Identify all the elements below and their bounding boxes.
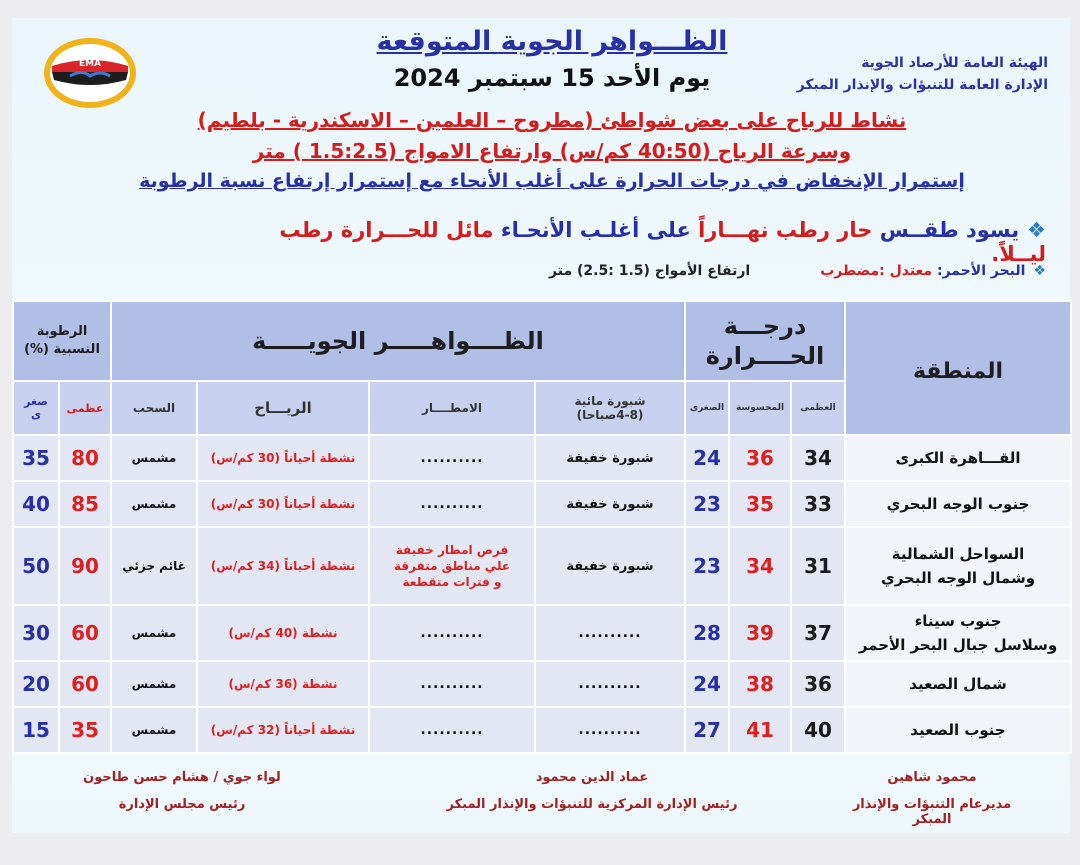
signature-forecast-director: [832, 770, 1032, 827]
temp-min-value: 24: [685, 435, 729, 481]
temp-min-value: 23: [685, 527, 729, 605]
humidity-min-value: 30: [13, 605, 59, 661]
table-row: [13, 661, 1071, 707]
fog-value: ..........: [535, 605, 685, 661]
temp-feels-value: 34: [729, 527, 791, 605]
table-row: [13, 435, 1071, 481]
svg-text:EMA: EMA: [78, 59, 102, 69]
diamond-bullet-icon: ❖: [1027, 218, 1046, 242]
temp-feels-value: 38: [729, 661, 791, 707]
rain-value: ..........: [369, 481, 535, 527]
humidity-min-value: 15: [13, 707, 59, 753]
fog-value: شبورة خفيفة: [535, 527, 685, 605]
temp-max-value: 40: [791, 707, 845, 753]
wind-value: نشطة (36 كم/س): [197, 661, 369, 707]
signature-name: محمود شاهين: [887, 770, 977, 785]
agency-line-1: الهيئة العامة للأرصاد الجوية: [861, 55, 1048, 71]
table-row: [13, 707, 1071, 753]
temp-feels-header: المحسوسة: [729, 381, 791, 435]
humidity-max-value: 60: [59, 605, 111, 661]
temp-max-value: 34: [791, 435, 845, 481]
table-row: [13, 605, 1071, 661]
humidity-min-header: صغر ى: [13, 381, 59, 435]
wind-value: نشطة (40 كم/س): [197, 605, 369, 661]
region-name: القـــاهرة الكبرى: [845, 435, 1071, 481]
temperature-trend-line: إستمرار الإنخفاض في درجات الحرارة على أغلب الأنحاء مع إستمرار إرتفاع نسبة الرطوبة: [139, 170, 965, 192]
temp-max-value: 33: [791, 481, 845, 527]
rain-value: ..........: [369, 661, 535, 707]
signature-title: مديرعام التنبؤات والإنذار المبكر: [852, 797, 1012, 827]
temperature-header: درجـــة الحــــرارة: [685, 301, 845, 381]
temp-max-value: 31: [791, 527, 845, 605]
table-row: [13, 527, 1071, 605]
humidity-min-value: 35: [13, 435, 59, 481]
region-name: السواحل الشمالية وشمال الوجه البحري: [845, 527, 1071, 605]
temp-min-value: 27: [685, 707, 729, 753]
fog-value: ..........: [535, 661, 685, 707]
red-sea-summary: ❖البحر الأحمر: معتدل :مضطربارتفاع الأمواج (1.5 :2.5) متر: [549, 263, 1046, 279]
rain-header: الامطــــار: [369, 381, 535, 435]
rain-value: فرص امطار خفيفة علي مناطق متفرقة و فترات متقطعة: [369, 527, 535, 605]
bulletin-title: الظـــواهر الجوية المتوقعة: [376, 26, 728, 57]
wind-value: نشطة أحياناً (34 كم/س): [197, 527, 369, 605]
wind-alert-line: نشاط للرياح على بعض شواطئ (مطروح – العلمين – الاسكندرية - بلطيم): [197, 108, 907, 132]
temp-min-value: 23: [685, 481, 729, 527]
fog-value: شبورة خفيفة: [535, 435, 685, 481]
signature-name: لواء جوي / هشام حسن طاحون: [83, 770, 281, 785]
cloud-header: السحب: [111, 381, 197, 435]
table-row: [13, 481, 1071, 527]
humidity-min-value: 50: [13, 527, 59, 605]
rain-value: ..........: [369, 605, 535, 661]
humidity-min-value: 20: [13, 661, 59, 707]
fog-value: شبورة خفيفة: [535, 481, 685, 527]
diamond-bullet-icon: ❖: [1033, 263, 1046, 279]
forecast-table: [12, 300, 1072, 754]
humidity-max-value: 85: [59, 481, 111, 527]
wind-header: الريـــاح: [197, 381, 369, 435]
temp-feels-value: 35: [729, 481, 791, 527]
agency-name: [728, 52, 1048, 96]
signature-chairman: [62, 770, 302, 812]
temp-feels-value: 36: [729, 435, 791, 481]
fog-header: شبورة مائية (4-8صباحا): [535, 381, 685, 435]
wind-value: نشطة أحياناً (32 كم/س): [197, 707, 369, 753]
humidity-header: الرطوبة النسبية (%): [13, 301, 111, 381]
temp-max-value: 36: [791, 661, 845, 707]
signature-title: رئيس مجلس الإدارة: [118, 797, 246, 812]
phenomena-header: الظــــواهـــــر الجويـــــة: [111, 301, 685, 381]
region-header: المنطقة: [845, 301, 1071, 435]
wind-value: نشطة أحياناً (30 كم/س): [197, 481, 369, 527]
rain-value: ..........: [369, 707, 535, 753]
signature-central-director: [432, 770, 752, 812]
rain-value: ..........: [369, 435, 535, 481]
cloud-value: مشمس: [111, 435, 197, 481]
temp-min-value: 24: [685, 661, 729, 707]
wind-value: نشطة أحياناً (30 كم/س): [197, 435, 369, 481]
humidity-min-value: 40: [13, 481, 59, 527]
cloud-value: مشمس: [111, 481, 197, 527]
cloud-value: مشمس: [111, 707, 197, 753]
region-name: جنوب سيناء وسلاسل جبال البحر الأحمر: [845, 605, 1071, 661]
signature-title: رئيس الإدارة المركزية للتنبؤات والإنذار المبكر: [446, 797, 738, 812]
region-name: جنوب الوجه البحري: [845, 481, 1071, 527]
temp-max-value: 37: [791, 605, 845, 661]
humidity-max-value: 80: [59, 435, 111, 481]
ema-logo: [42, 36, 138, 110]
region-name: جنوب الصعيد: [845, 707, 1071, 753]
agency-line-2: الإدارة العامة للتنبؤات والإنذار المبكر: [796, 77, 1048, 93]
bulletin-date: يوم الأحد 15 سبتمبر 2024: [393, 64, 711, 92]
bulletin-page: [12, 18, 1070, 833]
region-name: شمال الصعيد: [845, 661, 1071, 707]
humidity-max-header: عظمى: [59, 381, 111, 435]
fog-value: ..........: [535, 707, 685, 753]
weather-summary: ❖يسود طقــس حار رطب نهـــاراً على أغلـب الأنحـاء مائل للحـــرارة رطب ليــلاً.: [279, 218, 1046, 266]
wind-speed-line: وسرعة الرياح (40:50 كم/س) وارتفاع الامواج (1.5:2.5 ) متر: [252, 139, 852, 163]
cloud-value: غائم جزئي: [111, 527, 197, 605]
temp-max-header: العظمى: [791, 381, 845, 435]
temp-feels-value: 41: [729, 707, 791, 753]
cloud-value: مشمس: [111, 661, 197, 707]
humidity-max-value: 35: [59, 707, 111, 753]
cloud-value: مشمس: [111, 605, 197, 661]
signature-name: عماد الدين محمود: [535, 770, 649, 785]
temp-min-value: 28: [685, 605, 729, 661]
humidity-max-value: 60: [59, 661, 111, 707]
temp-feels-value: 39: [729, 605, 791, 661]
humidity-max-value: 90: [59, 527, 111, 605]
temp-min-header: الصغرى: [685, 381, 729, 435]
